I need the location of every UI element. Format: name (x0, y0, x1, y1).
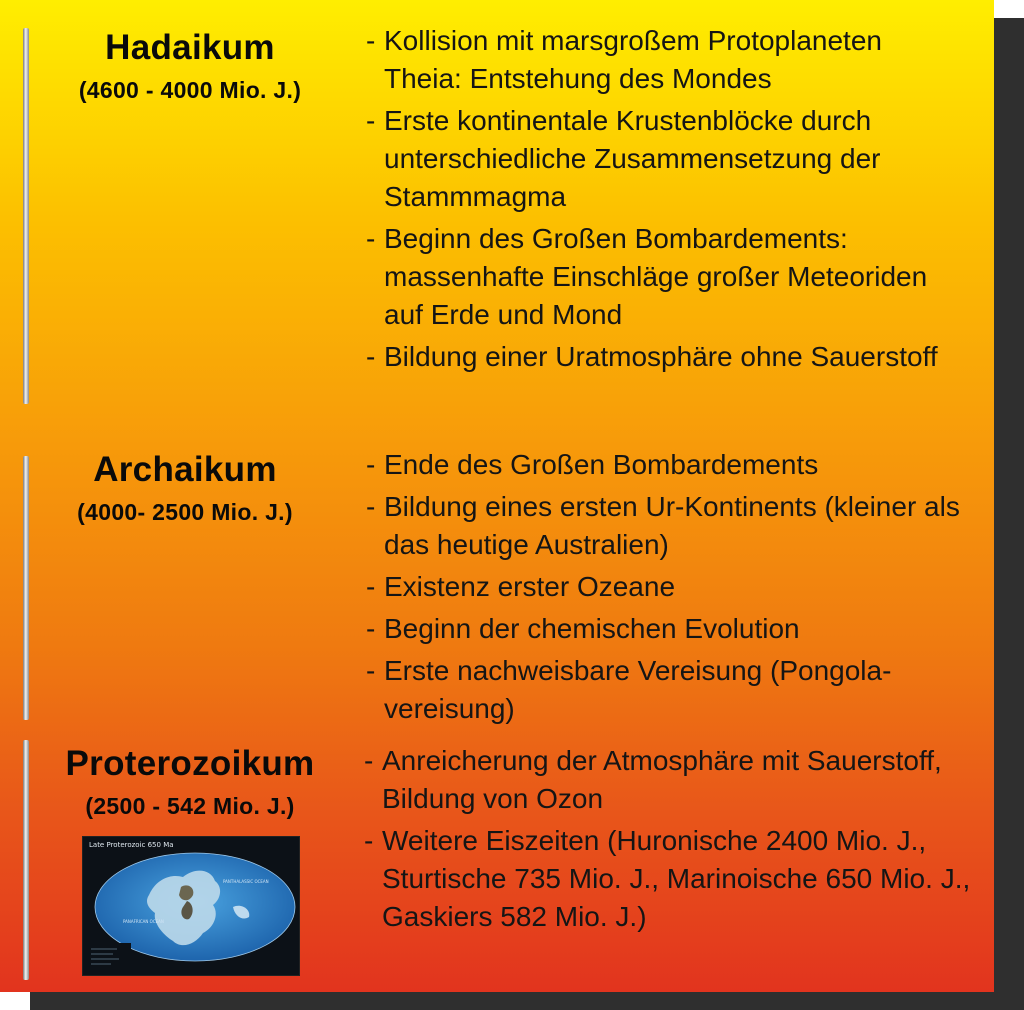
event-item: - Anreicherung der Atmosphäre mit Sauerstoff, Bildung von Ozon (364, 745, 942, 814)
era-header-hadaikum (30, 28, 350, 106)
event-text: Kollision mit marsgroßem Protoplaneten Theia: Entstehung des Mondes (384, 25, 882, 94)
era-bar-proterozoikum (23, 740, 29, 980)
era-name: Proterozoikum (65, 744, 315, 783)
globe-map-icon (83, 837, 299, 975)
event-item: - Bildung einer Uratmosphäre ohne Sauerstoff (366, 341, 938, 372)
event-text: Erste nachweisbare Vereisung (Pongola-vereisung) (384, 655, 892, 724)
event-item: - Erste nachweisbare Vereisung (Pongola-vereisung) (366, 655, 892, 724)
era-name: Hadaikum (105, 28, 275, 67)
era-bar-hadaikum (23, 28, 29, 404)
event-item: - Beginn der chemischen Evolution (366, 613, 800, 644)
era-header-archaikum (30, 450, 340, 528)
event-item: - Beginn des Großen Bombardements: massenhafte Einschläge großer Meteoriden auf Erde und Mond (366, 223, 928, 330)
event-text: Ende des Großen Bombardements (384, 449, 819, 480)
era-range: (2500 - 542 Mio. J.) (85, 793, 295, 819)
event-item: - Erste kontinentale Krustenblöcke durch unterschiedliche Zusammensetzung der Stammmagma (366, 105, 881, 212)
event-text: Bildung eines ersten Ur-Kontinents (kleiner als das heutige Australien) (384, 491, 960, 560)
event-text: Weitere Eiszeiten (Huronische 2400 Mio. J., Sturtische 735 Mio. J., Marinoische 650 Mio. J., Gaskiers 582 Mio. J.) (382, 825, 971, 932)
event-item: - Bildung eines ersten Ur-Kontinents (kleiner als das heutige Australien) (366, 491, 960, 560)
event-list-proterozoikum (364, 742, 994, 940)
era-range: (4600 - 4000 Mio. J.) (78, 77, 302, 103)
event-item: - Ende des Großen Bombardements (366, 449, 819, 480)
map-ocean-label-2: PANAFRICAN OCEAN (123, 919, 164, 924)
event-item: - Weitere Eiszeiten (Huronische 2400 Mio. J., Sturtische 735 Mio. J., Marinoische 650 Mio. J., Gaskiers 582 Mio. J.) (364, 825, 971, 932)
era-header-proterozoikum (30, 744, 350, 822)
event-text: Existenz erster Ozeane (384, 571, 676, 602)
event-list-archaikum (366, 446, 986, 732)
era-range: (4000- 2500 Mio. J.) (77, 499, 293, 525)
event-item: - Kollision mit marsgroßem Protoplaneten Theia: Entstehung des Mondes (366, 25, 882, 94)
event-text: Bildung einer Uratmosphäre ohne Sauerstoff (384, 341, 938, 372)
map-ocean-label-1: PANTHALASSIC OCEAN (223, 879, 269, 884)
event-text: Beginn des Großen Bombardements: massenhafte Einschläge großer Meteoriden auf Erde und Mond (384, 223, 928, 330)
map-caption: Late Proterozoic 650 Ma (89, 841, 174, 849)
event-list-hadaikum (366, 22, 966, 380)
event-text: Anreicherung der Atmosphäre mit Sauerstoff, Bildung von Ozon (382, 745, 942, 814)
event-text: Beginn der chemischen Evolution (384, 613, 800, 644)
era-name: Archaikum (93, 450, 277, 489)
event-text: Erste kontinentale Krustenblöcke durch unterschiedliche Zusammensetzung der Stammmagma (384, 105, 881, 212)
era-bar-archaikum (23, 456, 29, 720)
paleo-map-image (82, 836, 300, 976)
event-item: - Existenz erster Ozeane (366, 571, 676, 602)
